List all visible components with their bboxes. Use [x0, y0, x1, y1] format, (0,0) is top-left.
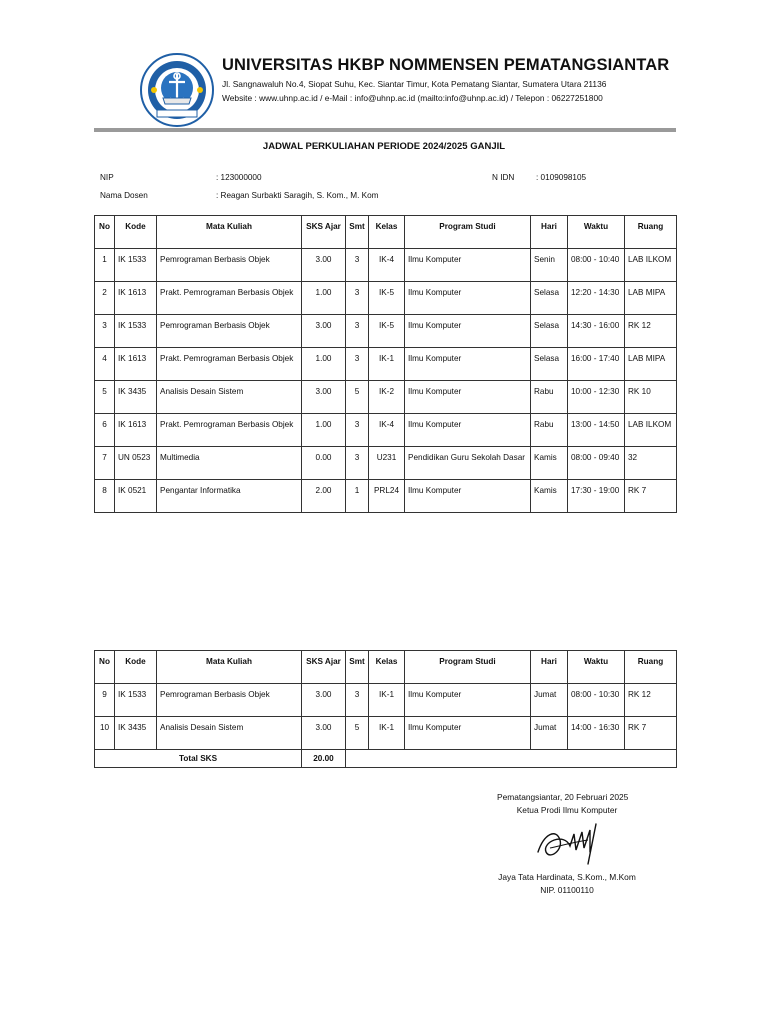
ruang-cell: RK 7	[625, 480, 677, 513]
waktu-cell: 14:30 - 16:00	[568, 315, 625, 348]
smt-cell: 3	[346, 282, 369, 315]
sks-cell: 1.00	[302, 348, 346, 381]
column-header-kelas: Kelas	[369, 216, 405, 249]
hari-cell: Kamis	[531, 447, 568, 480]
table-header-row	[95, 651, 677, 684]
program-studi-cell: Ilmu Komputer	[405, 315, 531, 348]
university-address: Jl. Sangnawaluh No.4, Siopat Suhu, Kec. Siantar Timur, Kota Pematang Siantar, Sumatera Utara 21136	[222, 79, 607, 89]
hari-cell: Kamis	[531, 480, 568, 513]
sks-cell: 0.00	[302, 447, 346, 480]
kode-cell: IK 1613	[115, 282, 157, 315]
hari-cell: Selasa	[531, 282, 568, 315]
no-cell: 9	[95, 684, 115, 717]
mata-kuliah-cell: Pemrograman Berbasis Objek	[157, 315, 302, 348]
kelas-cell: IK-5	[369, 282, 405, 315]
smt-cell: 3	[346, 414, 369, 447]
sks-cell: 1.00	[302, 282, 346, 315]
nidn-value: : 0109098105	[536, 173, 587, 182]
kelas-cell: IK-4	[369, 414, 405, 447]
column-header-hari: Hari	[531, 651, 568, 684]
program-studi-cell: Ilmu Komputer	[405, 249, 531, 282]
signature-place-date: Pematangsiantar, 20 Februari 2025	[497, 792, 629, 802]
kode-cell: IK 0521	[115, 480, 157, 513]
nip-label: NIP	[100, 173, 114, 182]
column-header-ruang: Ruang	[625, 651, 677, 684]
table-row	[95, 717, 677, 750]
waktu-cell: 08:00 - 10:40	[568, 249, 625, 282]
smt-cell: 5	[346, 381, 369, 414]
total-sks-label: Total SKS	[95, 750, 302, 768]
table-row	[95, 282, 677, 315]
column-header-waktu: Waktu	[568, 216, 625, 249]
smt-cell: 3	[346, 249, 369, 282]
table-row	[95, 249, 677, 282]
total-sks-value: 20.00	[302, 750, 346, 768]
kelas-cell: IK-1	[369, 717, 405, 750]
smt-cell: 1	[346, 480, 369, 513]
smt-cell: 3	[346, 684, 369, 717]
sks-cell: 3.00	[302, 717, 346, 750]
university-contact: Website : www.uhnp.ac.id / e-Mail : info@uhnp.ac.id (mailto:info@uhnp.ac.id) / Telepon : 06227251800	[222, 93, 603, 103]
table-row	[95, 348, 677, 381]
kode-cell: IK 1533	[115, 249, 157, 282]
mata-kuliah-cell: Prakt. Pemrograman Berbasis Objek	[157, 348, 302, 381]
kode-cell: IK 1613	[115, 348, 157, 381]
hari-cell: Selasa	[531, 348, 568, 381]
nama-dosen-label: Nama Dosen	[100, 191, 148, 200]
table-row	[95, 480, 677, 513]
column-header-smt: Smt	[346, 216, 369, 249]
no-cell: 5	[95, 381, 115, 414]
no-cell: 6	[95, 414, 115, 447]
mata-kuliah-cell: Pengantar Informatika	[157, 480, 302, 513]
table-row	[95, 381, 677, 414]
university-logo	[139, 52, 215, 128]
column-header-prodi: Program Studi	[405, 216, 531, 249]
total-sks-empty	[346, 750, 677, 768]
ruang-cell: LAB MIPA	[625, 348, 677, 381]
waktu-cell: 08:00 - 09:40	[568, 447, 625, 480]
ruang-cell: RK 10	[625, 381, 677, 414]
hari-cell: Rabu	[531, 381, 568, 414]
program-studi-cell: Pendidikan Guru Sekolah Dasar	[405, 447, 531, 480]
kelas-cell: IK-2	[369, 381, 405, 414]
no-cell: 4	[95, 348, 115, 381]
no-cell: 8	[95, 480, 115, 513]
kode-cell: UN 0523	[115, 447, 157, 480]
kode-cell: IK 1533	[115, 315, 157, 348]
ruang-cell: 32	[625, 447, 677, 480]
kelas-cell: IK-5	[369, 315, 405, 348]
smt-cell: 3	[346, 348, 369, 381]
ruang-cell: LAB ILKOM	[625, 249, 677, 282]
hari-cell: Jumat	[531, 717, 568, 750]
mata-kuliah-cell: Multimedia	[157, 447, 302, 480]
handwritten-signature	[530, 818, 620, 868]
no-cell: 10	[95, 717, 115, 750]
table-header-row	[95, 216, 677, 249]
table-row	[95, 315, 677, 348]
table-row	[95, 684, 677, 717]
kelas-cell: IK-1	[369, 684, 405, 717]
smt-cell: 3	[346, 447, 369, 480]
program-studi-cell: Ilmu Komputer	[405, 414, 531, 447]
column-header-kelas: Kelas	[369, 651, 405, 684]
smt-cell: 5	[346, 717, 369, 750]
column-header-hari: Hari	[531, 216, 568, 249]
program-studi-cell: Ilmu Komputer	[405, 348, 531, 381]
mata-kuliah-cell: Pemrograman Berbasis Objek	[157, 249, 302, 282]
hari-cell: Rabu	[531, 414, 568, 447]
signatory-name: Jaya Tata Hardinata, S.Kom., M.Kom	[498, 872, 636, 882]
kode-cell: IK 1533	[115, 684, 157, 717]
sks-cell: 1.00	[302, 414, 346, 447]
signatory-nip: NIP. 01100110	[540, 885, 594, 895]
column-header-waktu: Waktu	[568, 651, 625, 684]
no-cell: 7	[95, 447, 115, 480]
signature-role: Ketua Prodi Ilmu Komputer	[516, 805, 618, 815]
program-studi-cell: Ilmu Komputer	[405, 480, 531, 513]
column-header-prodi: Program Studi	[405, 651, 531, 684]
total-sks-row	[95, 750, 677, 768]
waktu-cell: 08:00 - 10:30	[568, 684, 625, 717]
column-header-mk: Mata Kuliah	[157, 651, 302, 684]
hari-cell: Senin	[531, 249, 568, 282]
waktu-cell: 13:00 - 14:50	[568, 414, 625, 447]
sks-cell: 2.00	[302, 480, 346, 513]
sks-cell: 3.00	[302, 684, 346, 717]
waktu-cell: 16:00 - 17:40	[568, 348, 625, 381]
kode-cell: IK 3435	[115, 381, 157, 414]
hari-cell: Jumat	[531, 684, 568, 717]
kode-cell: IK 3435	[115, 717, 157, 750]
column-header-smt: Smt	[346, 651, 369, 684]
mata-kuliah-cell: Prakt. Pemrograman Berbasis Objek	[157, 282, 302, 315]
kelas-cell: PRL24	[369, 480, 405, 513]
schedule-table-1	[94, 215, 677, 513]
document-title: JADWAL PERKULIAHAN PERIODE 2024/2025 GANJIL	[262, 141, 506, 152]
sks-cell: 3.00	[302, 315, 346, 348]
kelas-cell: IK-1	[369, 348, 405, 381]
nidn-label: N IDN	[492, 173, 515, 182]
program-studi-cell: Ilmu Komputer	[405, 282, 531, 315]
kelas-cell: U231	[369, 447, 405, 480]
university-name: UNIVERSITAS HKBP NOMMENSEN PEMATANGSIANTAR	[222, 56, 670, 74]
column-header-no: No	[95, 216, 115, 249]
ruang-cell: RK 12	[625, 315, 677, 348]
column-header-mk: Mata Kuliah	[157, 216, 302, 249]
ruang-cell: RK 12	[625, 684, 677, 717]
table-row	[95, 414, 677, 447]
sks-cell: 3.00	[302, 249, 346, 282]
mata-kuliah-cell: Analisis Desain Sistem	[157, 717, 302, 750]
waktu-cell: 17:30 - 19:00	[568, 480, 625, 513]
program-studi-cell: Ilmu Komputer	[405, 684, 531, 717]
program-studi-cell: Ilmu Komputer	[405, 381, 531, 414]
kelas-cell: IK-4	[369, 249, 405, 282]
kode-cell: IK 1613	[115, 414, 157, 447]
nama-dosen-value: : Reagan Surbakti Saragih, S. Kom., M. Kom	[216, 191, 379, 200]
ruang-cell: RK 7	[625, 717, 677, 750]
column-header-sks: SKS Ajar	[302, 651, 346, 684]
table-row	[95, 447, 677, 480]
waktu-cell: 14:00 - 16:30	[568, 717, 625, 750]
waktu-cell: 10:00 - 12:30	[568, 381, 625, 414]
hari-cell: Selasa	[531, 315, 568, 348]
waktu-cell: 12:20 - 14:30	[568, 282, 625, 315]
column-header-sks: SKS Ajar	[302, 216, 346, 249]
no-cell: 1	[95, 249, 115, 282]
schedule-table-2	[94, 650, 677, 768]
mata-kuliah-cell: Pemrograman Berbasis Objek	[157, 684, 302, 717]
no-cell: 2	[95, 282, 115, 315]
nip-value: : 123000000	[216, 173, 262, 182]
column-header-no: No	[95, 651, 115, 684]
ruang-cell: LAB MIPA	[625, 282, 677, 315]
column-header-ruang: Ruang	[625, 216, 677, 249]
mata-kuliah-cell: Prakt. Pemrograman Berbasis Objek	[157, 414, 302, 447]
ruang-cell: LAB ILKOM	[625, 414, 677, 447]
header-divider	[94, 128, 676, 132]
column-header-kode: Kode	[115, 651, 157, 684]
no-cell: 3	[95, 315, 115, 348]
sks-cell: 3.00	[302, 381, 346, 414]
smt-cell: 3	[346, 315, 369, 348]
column-header-kode: Kode	[115, 216, 157, 249]
mata-kuliah-cell: Analisis Desain Sistem	[157, 381, 302, 414]
program-studi-cell: Ilmu Komputer	[405, 717, 531, 750]
